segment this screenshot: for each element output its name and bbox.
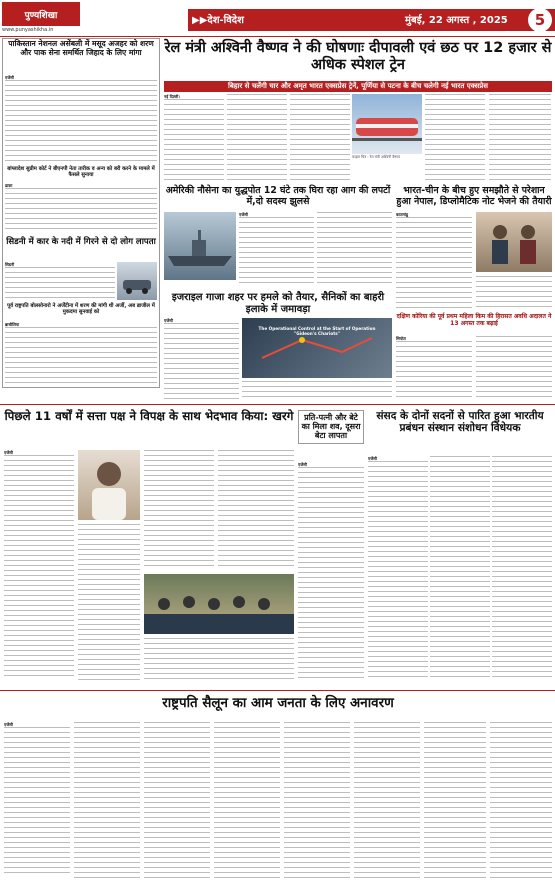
masthead [0,0,555,38]
bottom-body-3 [144,722,210,878]
bottom-body [4,722,70,878]
parliament-photo [144,574,294,634]
crowd-icon [144,574,294,634]
sadan-headline[interactable]: प्रति-पत्नी और बेटे का मिला शव, दूसरा बेटा लापता [298,410,364,444]
sadan-body [298,462,364,680]
lead-body-col4 [425,94,485,182]
mid-story-headline[interactable]: अमेरिकी नौसेना का युद्धपोत 12 घंटे तक घिरा रहा आग की लपटों में,दो सदस्य झुलसे [165,185,391,207]
section-rule-2 [0,690,555,691]
left-top-headline[interactable]: पाकिस्तान नेशनल असेंबली में मसूद अजहर को शरण और पाक सेना समर्थित जिहाद के लिए मांगा [8,39,154,57]
left-mid-dateline: ढाका [5,183,13,188]
diplomats-photo [476,212,552,272]
bottom-body-6 [354,722,420,878]
bill-dateline: एजेंसी [368,456,377,461]
kharge-text-lines [4,455,74,679]
gaza-photo-caption: The Operational Control at the Start of Operation "Gideon's Chariots" [258,326,376,336]
sadan-text-lines [298,467,364,679]
left-low1-headline[interactable]: सिडनी में कार के नदी में गिरने से दो लोग लापता [6,237,156,247]
left-top-text-lines [5,80,157,164]
issue-date: मुंबई, 22 अगस्त , 2025 [405,15,508,26]
right-story-text-lines [396,217,472,309]
lead-headline[interactable]: रेल मंत्री अश्विनी वैष्णव ने की घोषणाः दीपावली एवं छठ पर 12 हजार से अधिक स्पेशल ट्रेन [164,40,552,73]
sadan-dateline: एजेंसी [298,462,307,467]
gaza-body-2 [242,381,392,401]
left-mid-headline[interactable]: बांग्लादेश सुप्रीम कोर्ट ने बीएनपी नेता तारीक व अन्य को बरी करने के मामले में फैसले सुनाया [7,166,155,178]
korea-headline[interactable]: दक्षिण कोरिया की पूर्व प्रथम महिला किम की हिरासत अवधि अदालत ने 13 अगस्त तक बढ़ाई [396,313,552,327]
lead-body-col5 [489,94,551,182]
left-low1-text-lines [5,267,115,301]
section-rule-1 [0,404,555,405]
bottom-text-lines [4,727,70,877]
kharge-photo [78,450,140,520]
kharge-body-4 [144,638,294,680]
kharge-dateline: एजेंसी [4,450,13,455]
right-story-body [396,212,472,310]
bottom-body-7 [424,722,486,878]
bottom-headline[interactable]: राष्ट्रपति सैलून का आम जनता के लिए अनावरण [162,696,394,711]
kharge-headline[interactable]: पिछले 11 वर्षों में सत्ता पक्ष ने विपक्ष के साथ भेदभाव किया: खरगे [4,409,294,423]
bill-headline[interactable]: संसद के दोनों सदनों से पारित हुआ भारतीय प्रबंधन संस्थान संशोधन विधेयक [376,410,544,435]
lead-strap: बिहार से चलेंगी चार और अमृत भारत एक्सप्रेस ट्रेनें, पूर्णिया से पटना के बीच चलेगी नई भारत एक्सप्रेस [164,81,552,92]
left-low1-body [5,262,115,302]
warship-icon [164,212,236,280]
bottom-dateline: एजेंसी [4,722,13,727]
people-icon [476,212,552,272]
bottom-body-2 [74,722,140,878]
train-icon [352,94,422,154]
left-low2-text-lines [5,327,157,385]
left-low2-dateline: ब्रासीलिया [5,322,20,327]
bottom-body-4 [214,722,280,878]
left-top-dateline: एजेंसी [5,75,14,80]
lead-photo-caption: फाइल चित्र : रेल मंत्री अश्विनी वैष्णव [352,155,401,159]
gaza-body [164,318,239,400]
left-low2-body [5,322,157,386]
mid-story-body-2 [317,212,392,286]
lead-body-col3 [290,94,350,182]
right-story-body-2 [476,276,552,310]
lead-dateline: नई दिल्ली। [164,94,180,99]
gaza-headline[interactable]: इजराइल गाजा शहर पर हमले को तैयार, सैनिकों का बाहरी इलाके में जमावड़ा [171,292,385,315]
left-low1-dateline: सिडनी [5,262,15,267]
train-photo [352,94,422,154]
left-mid-text-lines [5,188,157,232]
gaza-map-photo [242,318,392,378]
korea-body [396,336,472,400]
bottom-body-8 [490,722,552,878]
lead-text-lines-1 [164,99,224,181]
gaza-text-lines [164,323,239,399]
bill-body [368,456,428,680]
bill-text-lines [368,461,428,679]
right-story-headline[interactable]: भारत-चीन के बीच हुए समझौते से परेशान हुआ नेपाल, डिप्लोमैटिक नोट भेजने की तैयारी [396,185,552,207]
lead-body-col1 [164,94,224,182]
left-low2-headline[interactable]: पूर्व राष्ट्रपति बोलसोनारो ने अर्जेंटीना में शरण की मांगी थी अर्जी, अब ब्राजील में मुकदमा सुनवाई को [7,303,155,315]
bottom-body-5 [284,722,350,878]
masthead-rule [0,36,555,37]
mid-story-body [239,212,314,286]
section-name: देश-विदेश [207,15,244,26]
right-story-dateline: काठमांडू [396,212,408,217]
mid-story-dateline: एजेंसी [239,212,248,217]
korea-body-2 [476,336,552,400]
bill-body-2 [430,456,490,680]
lead-body-col2 [227,94,287,182]
website-url[interactable]: www.punyashikha.in [2,27,54,33]
kharge-body-2 [78,524,140,680]
kharge-body [4,450,74,680]
page-number: 5 [528,8,552,32]
portrait-icon [78,450,140,520]
bill-body-3 [492,456,552,680]
left-top-body [5,75,157,165]
warship-photo [164,212,236,280]
kharge-body-5 [218,450,294,570]
section-label [192,12,244,26]
newspaper-logo[interactable]: पुण्यशिखा [2,2,80,26]
left-mid-body [5,183,157,233]
double-chevron-icon: ▶▶ [192,15,208,26]
mid-story-text-lines [239,217,314,285]
korea-text-lines [396,341,472,399]
car-photo [117,262,157,300]
kharge-body-3 [144,450,214,570]
korea-dateline: सियोल [396,336,406,341]
car-icon [117,262,157,300]
gaza-dateline: एजेंसी [164,318,173,323]
